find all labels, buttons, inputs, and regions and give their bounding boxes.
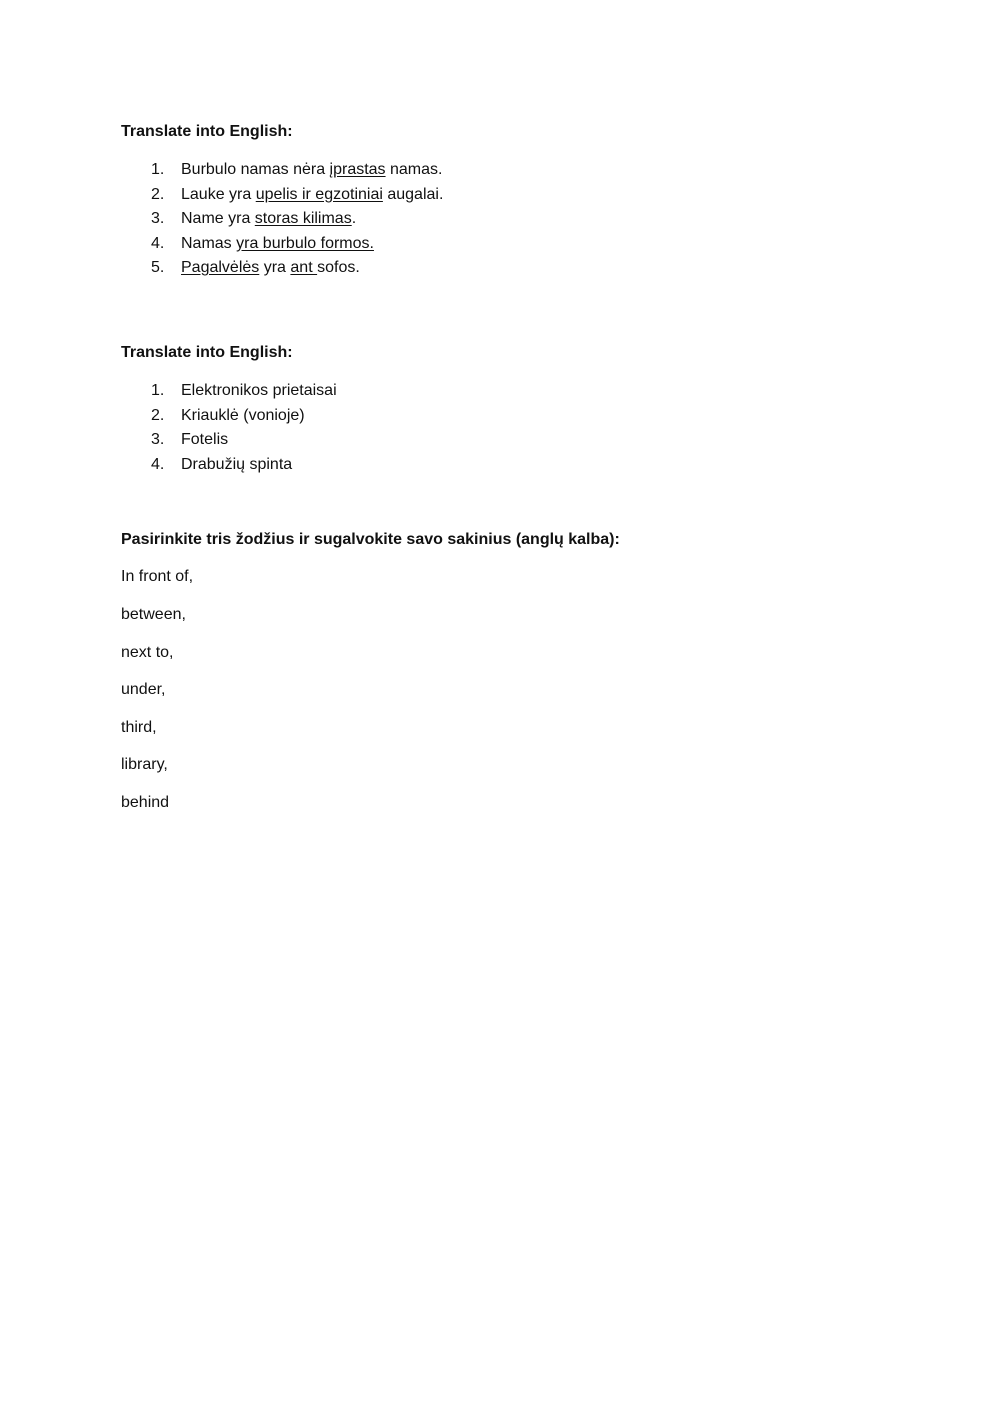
- item-text: Drabužių spinta: [181, 455, 293, 473]
- word-item: between,: [121, 606, 186, 623]
- item-number: 3.: [151, 431, 165, 448]
- word-item: In front of,: [121, 568, 194, 585]
- item-number: 1.: [151, 382, 165, 399]
- word-item: next to,: [121, 644, 174, 661]
- item-number: 4.: [151, 234, 165, 252]
- section3-heading: Pasirinkite tris žodžius ir sugalvokite savo sakinius (anglų kalba):: [121, 531, 620, 548]
- item-text: Pagalvėlės yra ant sofos.: [181, 259, 360, 276]
- item-text: Kriauklė (vonioje): [181, 406, 305, 424]
- section1-heading: Translate into English:: [121, 123, 293, 140]
- word-item: under,: [121, 681, 166, 698]
- item-text: Elektronikos prietaisai: [181, 382, 337, 399]
- word-item: third,: [121, 719, 157, 736]
- item-number: 2.: [151, 185, 165, 203]
- section2-heading: Translate into English:: [121, 344, 293, 361]
- item-text: Lauke yra upelis ir egzotiniai augalai.: [181, 185, 444, 203]
- item-number: 2.: [151, 406, 165, 424]
- word-item: library,: [121, 756, 168, 773]
- word-item: behind: [121, 794, 170, 811]
- item-text: Namas yra burbulo formos.: [181, 234, 374, 252]
- item-text: Fotelis: [181, 431, 229, 448]
- item-number: 4.: [151, 455, 165, 473]
- item-text: Name yra storas kilimas.: [181, 210, 357, 227]
- item-number: 1.: [151, 161, 165, 178]
- item-number: 3.: [151, 210, 165, 227]
- item-text: Burbulo namas nėra įprastas namas.: [181, 161, 443, 178]
- item-number: 5.: [151, 259, 165, 276]
